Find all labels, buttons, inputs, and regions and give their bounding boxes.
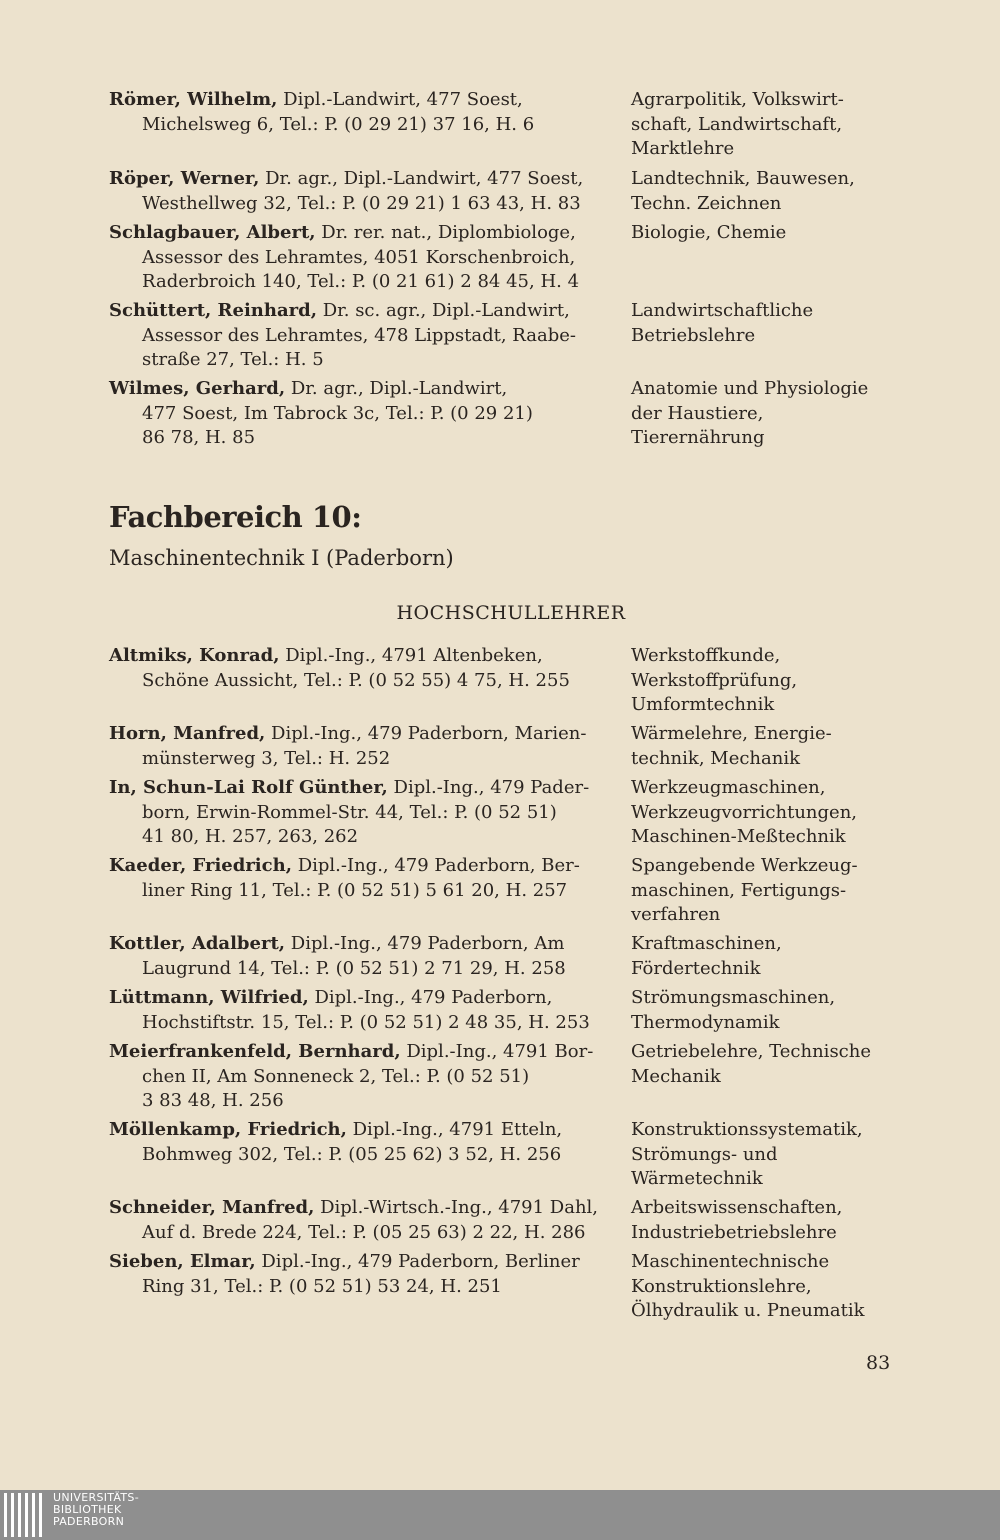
entry-details: Dr. agr., Dipl.-Landwirt,	[285, 378, 508, 399]
entry-name: Schlagbauer, Albert,	[109, 222, 316, 243]
entry-schuettert	[109, 299, 609, 373]
entry-luettmann	[109, 986, 609, 1035]
entry-address: Raderbroich 140, Tel.: P. (0 21 61) 2 84 45, H. 4	[142, 271, 580, 292]
entry-details: Dipl.-Ing., 4791 Etteln,	[346, 1119, 563, 1140]
entry-address: Westhellweg 32, Tel.: P. (0 29 21) 1 63 43, H. 83	[142, 192, 581, 214]
entry-name: Möllenkamp, Friedrich,	[109, 1119, 347, 1140]
entry-subject: Kraftmaschinen, Fördertechnik	[631, 933, 782, 979]
entry-name: Wilmes, Gerhard,	[109, 378, 286, 399]
entry-address: chen II, Am Sonneneck 2, Tel.: P. (0 52 51)	[142, 1065, 530, 1087]
entry-details: Dr. rer. nat., Diplombiologe,	[315, 222, 576, 243]
entry-subject: Konstruktionssystematik, Strömungs- und Wärmetechnik	[631, 1119, 863, 1189]
entry-moellenkamp	[109, 1118, 609, 1167]
library-logo-text	[53, 1492, 139, 1528]
entry-name: In, Schun-Lai Rolf Günther,	[109, 777, 388, 798]
entry-address: Auf d. Brede 224, Tel.: P. (05 25 63) 2 22, H. 286	[142, 1221, 586, 1243]
library-logo-line: PADERBORN	[53, 1515, 125, 1528]
entry-address: 3 83 48, H. 256	[142, 1090, 284, 1111]
entry-roemer	[109, 88, 609, 137]
entry-details: Dipl.-Ing., 479 Paderborn, Am	[285, 933, 565, 954]
entry-address: 41 80, H. 257, 263, 262	[142, 826, 359, 847]
library-logo-line: UNIVERSITÄTS-	[53, 1491, 139, 1504]
entry-horn	[109, 722, 609, 771]
entry-subject: Werkzeugmaschinen, Werkzeugvorrichtungen, Maschinen-Meßtechnik	[631, 777, 858, 847]
entry-subject: Getriebelehre, Technische Mechanik	[631, 1041, 872, 1087]
entry-address: liner Ring 11, Tel.: P. (0 52 51) 5 61 20, H. 257	[142, 879, 568, 901]
entry-details: Dipl.-Ing., 479 Paderborn,	[308, 987, 553, 1008]
entry-address: Schöne Aussicht, Tel.: P. (0 52 55) 4 75, H. 255	[142, 669, 570, 691]
entry-subject: Biologie, Chemie	[631, 222, 787, 243]
entry-address: münsterweg 3, Tel.: H. 252	[142, 747, 391, 769]
entry-subject: Agrarpolitik, Volkswirt- schaft, Landwirtschaft, Marktlehre	[631, 89, 844, 159]
library-footer	[0, 1490, 1000, 1540]
entry-details: Dipl.-Wirtsch.-Ing., 4791 Dahl,	[314, 1197, 599, 1218]
entry-address: 477 Soest, Im Tabrock 3c, Tel.: P. (0 29 21)	[142, 402, 533, 424]
entry-subject: Landtechnik, Bauwesen, Techn. Zeichnen	[631, 168, 855, 214]
entry-details: Dipl.-Ing., 479 Pader-	[387, 777, 590, 798]
entry-address: Assessor des Lehramtes, 4051 Korschenbroich,	[142, 246, 576, 268]
entry-name: Schüttert, Reinhard,	[109, 300, 317, 321]
entry-schlagbauer	[109, 221, 609, 295]
entry-name: Horn, Manfred,	[109, 723, 266, 744]
entry-details: Dipl.-Ing., 4791 Altenbeken,	[279, 645, 543, 666]
entry-details: Dipl.-Landwirt, 477 Soest,	[277, 89, 523, 110]
entry-wilmes	[109, 377, 609, 451]
entry-name: Altmiks, Konrad,	[109, 645, 280, 666]
entry-name: Sieben, Elmar,	[109, 1251, 256, 1272]
group-heading: HOCHSCHULLEHRER	[396, 602, 626, 624]
entry-address: straße 27, Tel.: H. 5	[142, 349, 324, 370]
entry-address: Ring 31, Tel.: P. (0 52 51) 53 24, H. 251	[142, 1275, 502, 1297]
library-logo-icon	[4, 1493, 46, 1537]
entry-altmiks	[109, 644, 609, 693]
entry-details: Dipl.-Ing., 4791 Bor-	[400, 1041, 594, 1062]
entry-address: Hochstiftstr. 15, Tel.: P. (0 52 51) 2 48 35, H. 253	[142, 1011, 590, 1033]
entry-name: Römer, Wilhelm,	[109, 89, 278, 110]
entry-details: Dr. agr., Dipl.-Landwirt, 477 Soest,	[259, 168, 584, 189]
entry-address: 86 78, H. 85	[142, 427, 256, 448]
entry-details: Dr. sc. agr., Dipl.-Landwirt,	[316, 300, 570, 321]
entry-subject: Wärmelehre, Energie- technik, Mechanik	[631, 723, 832, 769]
entry-name: Röper, Werner,	[109, 168, 260, 189]
entry-subject: Arbeitswissenschaften, Industriebetriebslehre	[631, 1197, 843, 1243]
section-heading: Fachbereich 10:	[109, 500, 362, 534]
entry-subject: Landwirtschaftliche Betriebslehre	[631, 300, 814, 346]
entry-subject: Strömungsmaschinen, Thermodynamik	[631, 987, 836, 1033]
entry-roeper	[109, 167, 609, 216]
entry-kottler	[109, 932, 609, 981]
entry-subject: Werkstoffkunde, Werkstoffprüfung, Umformtechnik	[631, 645, 798, 715]
library-logo-line: BIBLIOTHEK	[53, 1503, 122, 1516]
entry-address: Bohmweg 302, Tel.: P. (05 25 62) 3 52, H. 256	[142, 1143, 562, 1165]
entry-in	[109, 776, 609, 850]
entry-address: Michelsweg 6, Tel.: P. (0 29 21) 37 16, H. 6	[142, 113, 535, 135]
entry-address: Laugrund 14, Tel.: P. (0 52 51) 2 71 29, H. 258	[142, 957, 566, 979]
entry-sieben	[109, 1250, 609, 1299]
entry-name: Meierfrankenfeld, Bernhard,	[109, 1041, 401, 1062]
entry-name: Kottler, Adalbert,	[109, 933, 286, 954]
entry-subject: Maschinentechnische Konstruktionslehre, Ölhydraulik u. Pneumatik	[631, 1251, 865, 1321]
entry-kaeder	[109, 854, 609, 903]
entry-name: Kaeder, Friedrich,	[109, 855, 292, 876]
entry-name: Schneider, Manfred,	[109, 1197, 315, 1218]
entry-address: born, Erwin-Rommel-Str. 44, Tel.: P. (0 52 51)	[142, 801, 557, 823]
entry-subject: Spangebende Werkzeug- maschinen, Fertigungs- verfahren	[631, 855, 858, 925]
entry-address: Assessor des Lehramtes, 478 Lippstadt, Raabe-	[142, 324, 576, 346]
page-number: 83	[866, 1352, 891, 1374]
entry-meierfrankenfeld	[109, 1040, 609, 1114]
section-subheading: Maschinentechnik I (Paderborn)	[109, 546, 454, 570]
entry-subject: Anatomie und Physiologie der Haustiere, Tierernährung	[631, 378, 869, 448]
entry-details: Dipl.-Ing., 479 Paderborn, Ber-	[291, 855, 580, 876]
entry-details: Dipl.-Ing., 479 Paderborn, Berliner	[255, 1251, 580, 1272]
entry-schneider	[109, 1196, 609, 1245]
entry-details: Dipl.-Ing., 479 Paderborn, Marien-	[265, 723, 587, 744]
entry-name: Lüttmann, Wilfried,	[109, 987, 309, 1008]
